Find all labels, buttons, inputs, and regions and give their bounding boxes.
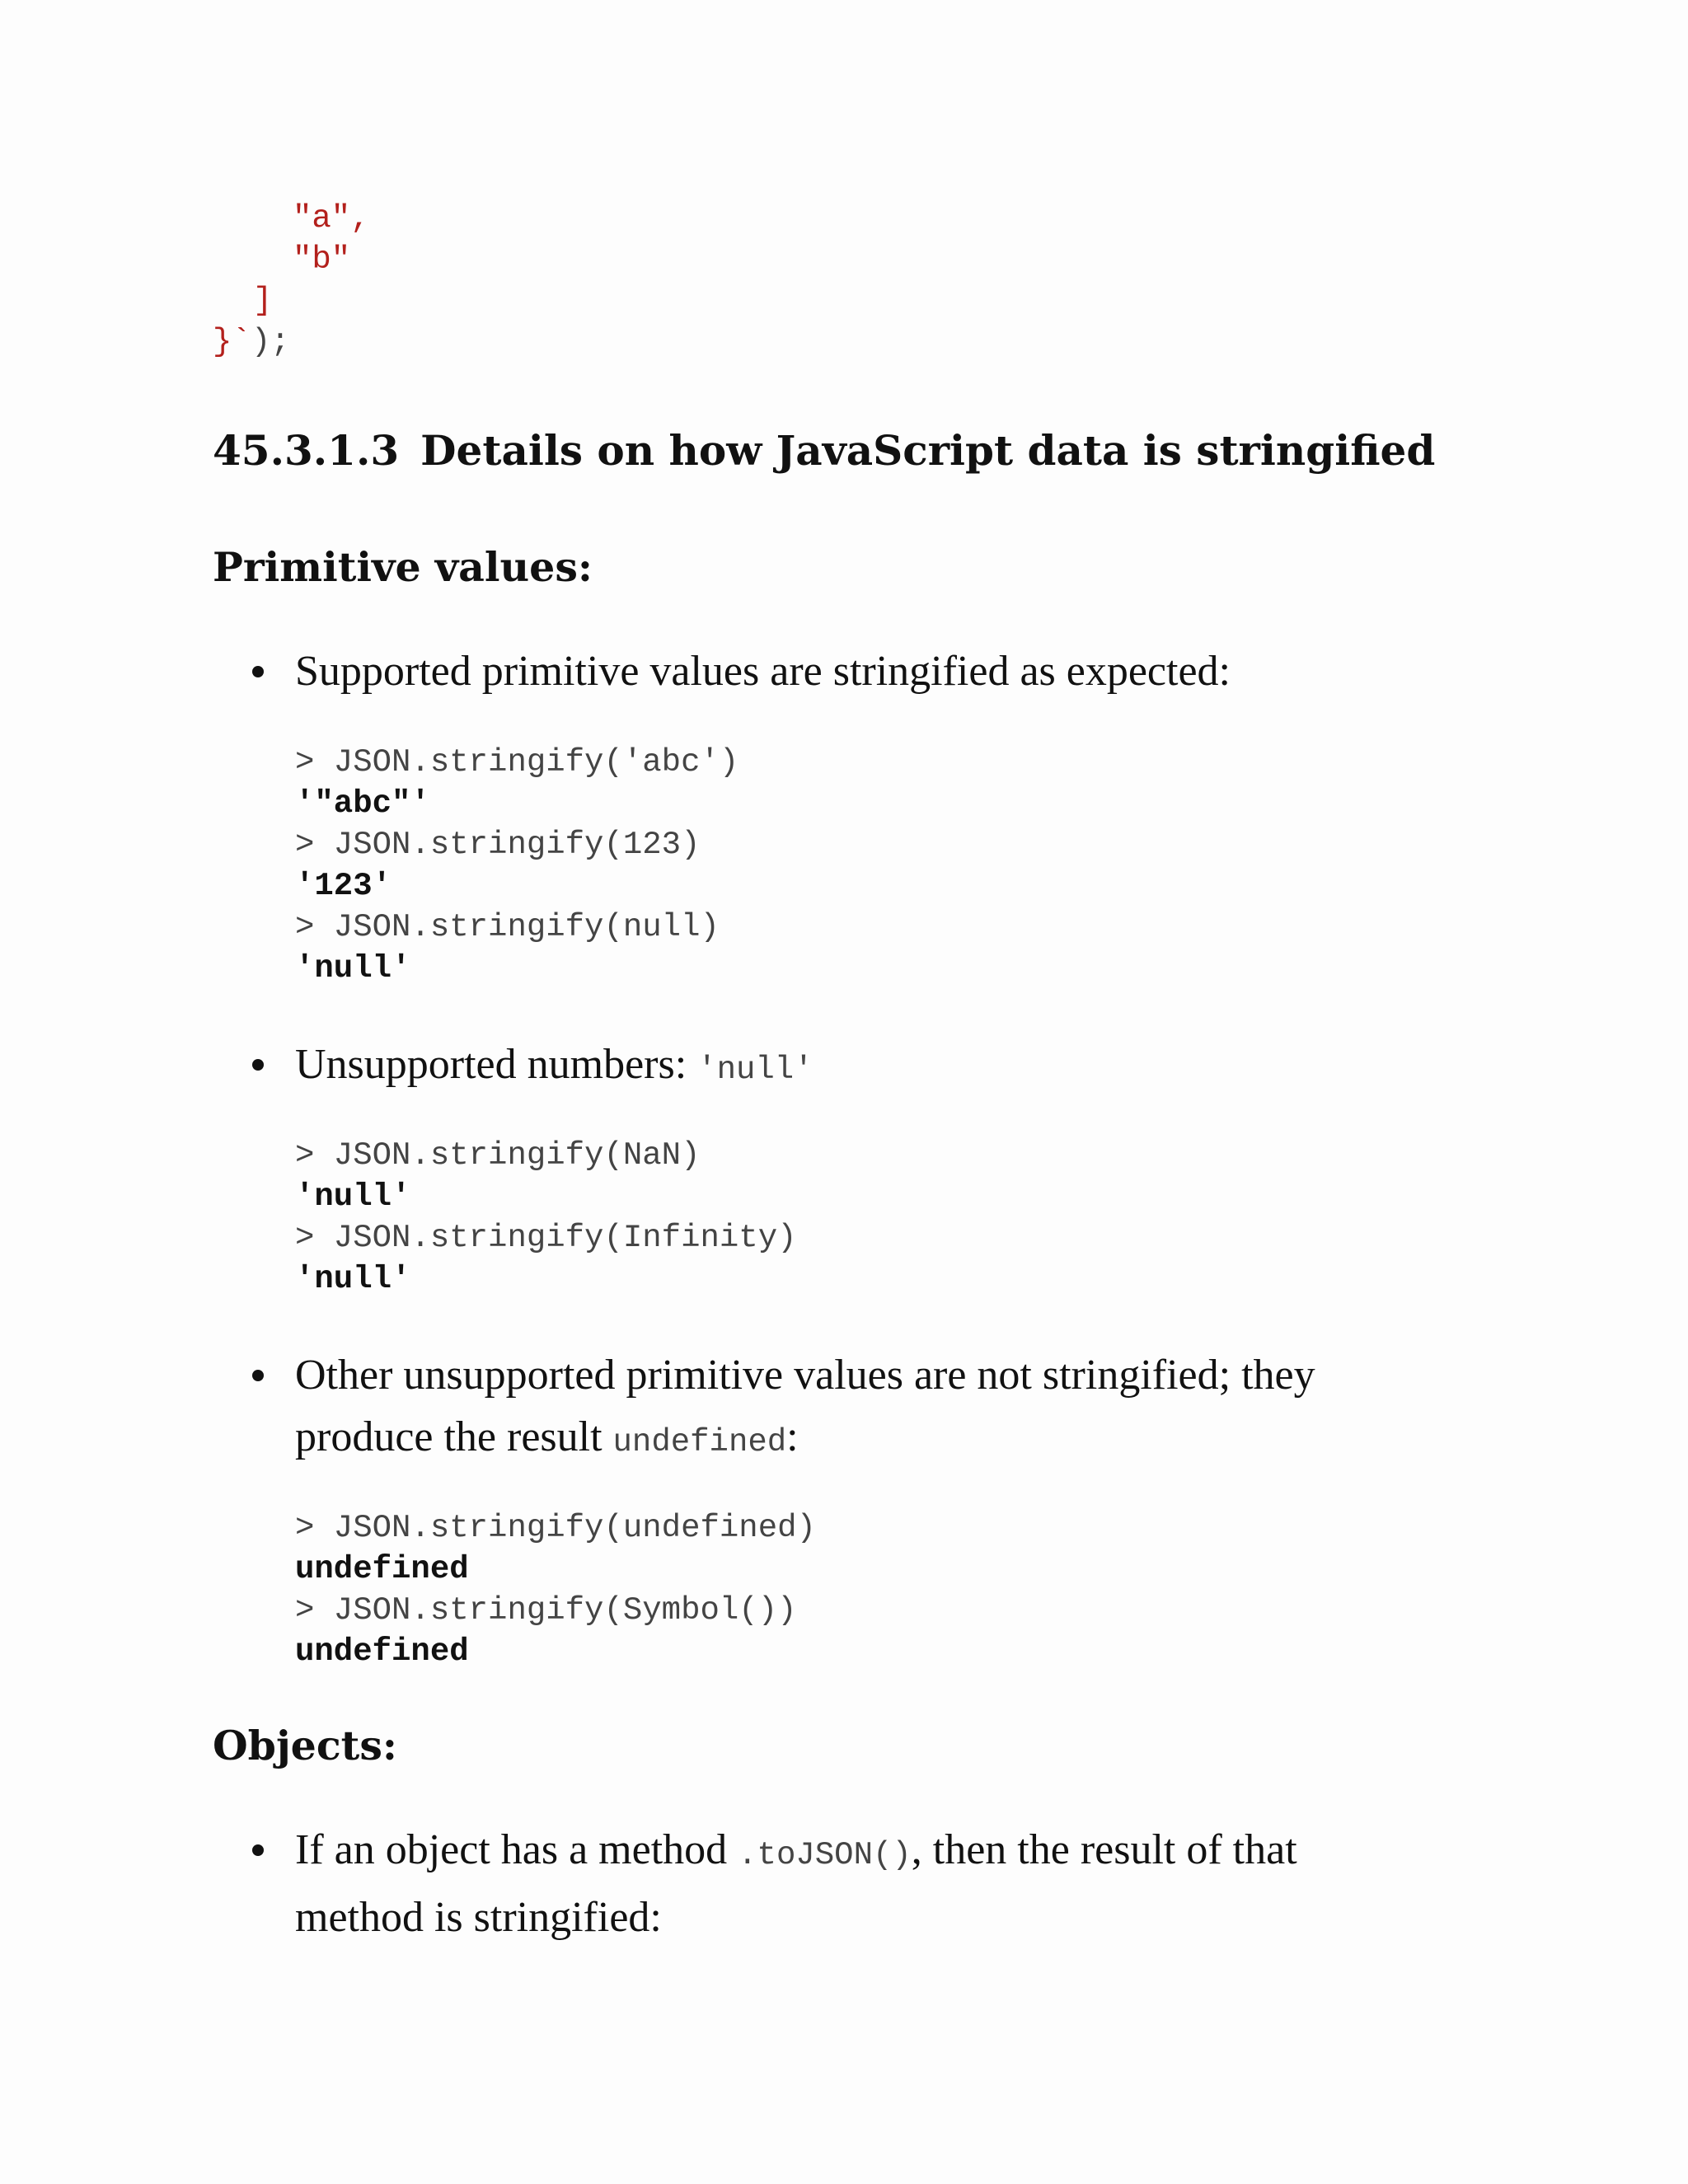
- inline-code: undefined: [612, 1424, 787, 1460]
- bullet-text-part: Unsupported numbers:: [295, 1041, 698, 1088]
- primitive-values-heading: Primitive values:: [213, 543, 593, 591]
- code-input: > JSON.stringify(NaN): [295, 1137, 701, 1174]
- bullet-text: Supported primitive values are stringified as expected:: [295, 648, 1231, 695]
- bullet-text: [295, 1033, 1416, 1101]
- code-input: > JSON.stringify(Infinity): [295, 1220, 797, 1256]
- bullet-dot: [252, 666, 264, 677]
- objects-heading: Objects:: [213, 1722, 397, 1769]
- bullet-text-line: [295, 1819, 1416, 1886]
- bullet-dot: [252, 1059, 264, 1071]
- bullet-text: [295, 1344, 1416, 1474]
- code-input: > JSON.stringify(null): [295, 909, 720, 945]
- bullet-text-line: method is stringified:: [295, 1894, 662, 1941]
- inline-code: .toJSON(): [738, 1837, 912, 1873]
- code-output: '"abc"': [295, 785, 430, 822]
- bullet-dot: [252, 1370, 264, 1381]
- code-output: '123': [295, 868, 392, 904]
- bullet-text-line: Other unsupported primitive values are not stringified; they: [295, 1352, 1315, 1399]
- code-output: 'null': [295, 950, 411, 987]
- bullet-text-part: produce the result: [295, 1413, 613, 1460]
- code-input: > JSON.stringify(undefined): [295, 1510, 816, 1546]
- section-title: Details on how JavaScript data is stringified: [420, 426, 1436, 475]
- code-output: undefined: [295, 1633, 469, 1670]
- bullet-text-part: , then the result of that: [911, 1826, 1297, 1873]
- section-number: 45.3.1.3: [213, 426, 400, 475]
- code-output: 'null': [295, 1179, 411, 1215]
- bullet-text-part: :: [786, 1413, 799, 1460]
- code-input: > JSON.stringify(Symbol()): [295, 1592, 797, 1629]
- inline-code: 'null': [697, 1052, 814, 1088]
- bullet-text: [295, 1819, 1416, 1948]
- code-output: 'null': [295, 1261, 411, 1297]
- bullet-text-part: If an object has a method: [295, 1826, 738, 1873]
- code-line: }`);: [213, 324, 290, 360]
- code-output: undefined: [295, 1551, 469, 1587]
- code-line: "a",: [293, 200, 370, 237]
- bullet-text-line: [295, 1406, 1416, 1474]
- code-input: > JSON.stringify('abc'): [295, 744, 739, 780]
- section-heading: [213, 422, 1435, 480]
- bullet-dot: [252, 1844, 264, 1856]
- code-line: ]: [253, 283, 273, 319]
- code-input: > JSON.stringify(123): [295, 827, 701, 863]
- code-line: "b": [293, 241, 351, 278]
